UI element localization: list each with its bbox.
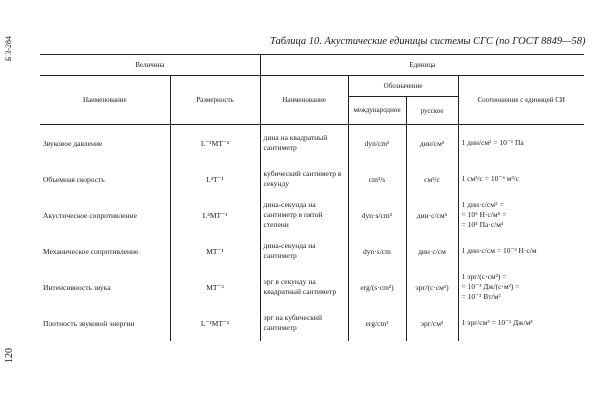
si-ratio-cell bbox=[458, 125, 584, 162]
international-symbol: dyn/cm² bbox=[348, 125, 406, 162]
russian-symbol: эрг/(с·см²) bbox=[406, 269, 458, 305]
unit-name-cell: дина на квадратный сантиметр bbox=[260, 125, 348, 162]
dimension-cell: MT⁻³ bbox=[170, 269, 260, 305]
si-ratio-line: 1 дин/см² = 10⁻¹ Па bbox=[461, 138, 524, 147]
quantity-name: Объемная скорость bbox=[43, 174, 105, 184]
table-row bbox=[40, 269, 584, 305]
quantity-name: Интенсивность звука bbox=[43, 282, 111, 292]
unit-name-cell: эрг в секунду на квадратный сантиметр bbox=[260, 269, 348, 305]
si-ratio-line: = 10⁻³ Дж/(с·м²) = bbox=[461, 282, 520, 291]
table-row bbox=[40, 161, 584, 197]
quantity-name: Акустическое сопротивление bbox=[43, 210, 137, 220]
international-symbol: dyn·s/cm⁵ bbox=[348, 197, 406, 233]
si-ratio-line: 1 дин·с/см⁵ = bbox=[461, 200, 504, 209]
russian-symbol: дин/см² bbox=[406, 125, 458, 162]
header-russian: русское bbox=[406, 97, 458, 125]
table-row bbox=[40, 197, 584, 233]
russian-symbol: эрг/см³ bbox=[406, 305, 458, 341]
si-ratio-line: 1 эрг/(с·см²) = bbox=[461, 272, 507, 281]
si-ratio-cell bbox=[458, 233, 584, 269]
unit-name-cell: кубический сантиметр в секунду bbox=[260, 161, 348, 197]
dimension-cell: L⁴MT⁻¹ bbox=[170, 197, 260, 233]
dimension-cell: L⁻¹MT⁻² bbox=[170, 305, 260, 341]
header-dimension: Размерность bbox=[170, 76, 260, 125]
dimension-cell: L³T⁻¹ bbox=[170, 161, 260, 197]
table-title: Таблица 10. Акустические единицы системы СГС (по ГОСТ 8849—58) bbox=[270, 36, 586, 47]
table-body bbox=[40, 125, 584, 342]
header-si-ratio: Соотношение с единицей СИ bbox=[458, 76, 584, 125]
header-unit: Единица bbox=[260, 55, 584, 76]
side-margin-label: Б 3-284 bbox=[4, 36, 13, 62]
si-ratio-cell bbox=[458, 305, 584, 341]
unit-name-cell: дина-секунда на сантиметр bbox=[260, 233, 348, 269]
quantity-name: Звуковое давление bbox=[43, 138, 103, 148]
russian-symbol: см³/с bbox=[406, 161, 458, 197]
quantity-name: Механическое сопротивление bbox=[43, 246, 139, 256]
international-symbol: cm³/s bbox=[348, 161, 406, 197]
si-ratio-cell bbox=[458, 161, 584, 197]
quantity-name: Плотность звуковой энергии bbox=[43, 318, 135, 328]
si-ratio-line: 1 дин·с/см = 10⁻³ Н·с/м bbox=[461, 246, 537, 255]
international-symbol: dyn·s/cm bbox=[348, 233, 406, 269]
si-ratio-line: = 10⁵ Па·с/м³ bbox=[461, 220, 504, 229]
si-ratio-cell bbox=[458, 269, 584, 305]
header-quantity: Величина bbox=[40, 55, 260, 76]
russian-symbol: дин·с/см⁵ bbox=[406, 197, 458, 233]
si-ratio-line: = 10⁵ Н·с/м⁵ = bbox=[461, 210, 507, 219]
unit-name-cell: дина-секунда на сантиметр в пятой степени bbox=[260, 197, 348, 233]
russian-symbol: дин·с/см bbox=[406, 233, 458, 269]
si-ratio-line: 1 эрг/см³ = 10⁻¹ Дж/м³ bbox=[461, 318, 533, 327]
header-international: международное bbox=[348, 97, 406, 125]
si-ratio-line: = 10⁻³ Вт/м² bbox=[461, 292, 501, 301]
international-symbol: erg/(s·cm²) bbox=[348, 269, 406, 305]
si-ratio-line: 1 см³/с = 10⁻⁶ м³/с bbox=[461, 174, 520, 183]
table-row bbox=[40, 305, 584, 341]
si-ratio-cell bbox=[458, 197, 584, 233]
table-row bbox=[40, 233, 584, 269]
header-designation: Обозначение bbox=[348, 76, 458, 97]
header-name: Наименование bbox=[40, 76, 170, 125]
table-row bbox=[40, 125, 584, 162]
page-number: 120 bbox=[4, 348, 15, 363]
acoustic-units-table bbox=[40, 54, 584, 341]
international-symbol: erg/cm³ bbox=[348, 305, 406, 341]
header-unit-name: Наименование bbox=[260, 76, 348, 125]
unit-name-cell: эрг на кубический сантиметр bbox=[260, 305, 348, 341]
dimension-cell: L⁻¹MT⁻² bbox=[170, 125, 260, 162]
dimension-cell: MT⁻¹ bbox=[170, 233, 260, 269]
